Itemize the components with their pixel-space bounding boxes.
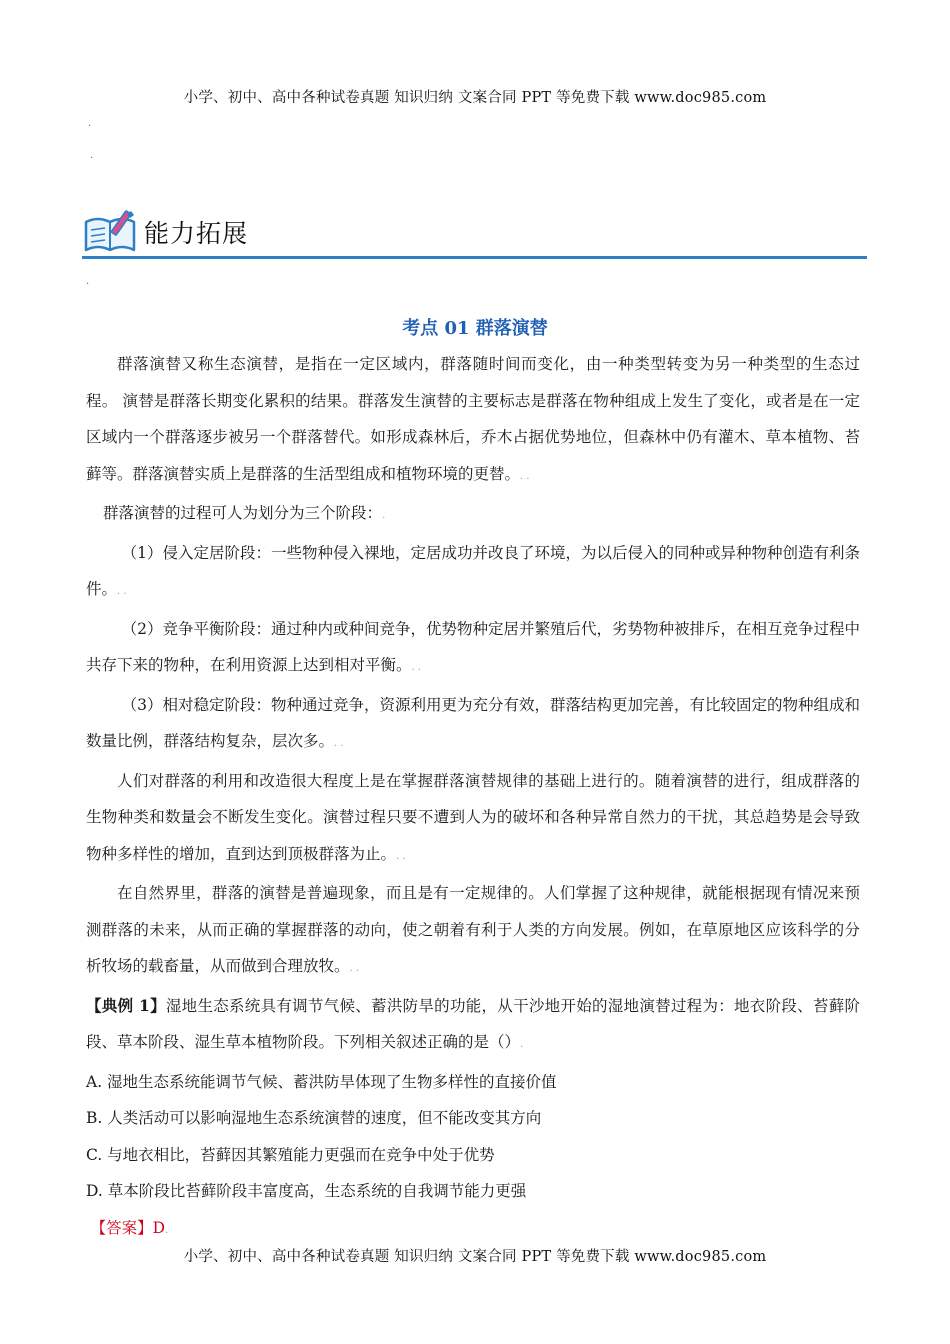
section-title: 能力拓展 xyxy=(144,219,249,248)
option-b: B. 人类活动可以影响湿地生态系统演替的速度，但不能改变其方向 xyxy=(86,1109,542,1127)
answer-label: 【答案】 xyxy=(90,1218,153,1237)
paragraph: （1）侵入定居阶段：一些物种侵入裸地，定居成功并改良了环境，为以后侵入的同种或异种物种创造有利条件。. . xyxy=(86,543,861,598)
example-label: 【典例 1】 xyxy=(86,995,166,1015)
paragraph: （2）竞争平衡阶段：通过种内或种间竞争，优势物种定居并繁殖后代，劣势物种被排斥，在相互竞争过程中共存下来的物种，在利用资源上达到相对平衡。. . xyxy=(86,619,861,674)
section-header xyxy=(82,206,867,258)
answer-line: 【答案】D. xyxy=(90,1218,169,1237)
example-question: 【典例 1】湿地生态系统具有调节气候、蓄洪防旱的功能，从干沙地开始的湿地演替过程为：地衣阶段、苔藓阶段、草本阶段、湿生草本植物阶段。下列相关叙述正确的是（）. xyxy=(86,995,860,1051)
paragraph: 群落演替的过程可人为划分为三个阶段：. xyxy=(103,504,386,522)
book-pen-icon xyxy=(82,208,138,260)
header-banner: 小学、初中、高中各种试卷真题 知识归纳 文案合同 PPT 等免费下载 www.doc985.com xyxy=(183,90,767,106)
paragraph: 在自然界里，群落的演替是普遍现象，而且是有一定规律的。人们掌握了这种规律，就能根据现有情况来预测群落的未来，从而正确的掌握群落的动向，使之朝着有利于人类的方向发展。例如，在草原地区应该科学的分析牧场的载畜量，从而做到合理放牧。. . xyxy=(86,884,860,975)
paragraph: 人们对群落的利用和改造很大程度上是在掌握群落演替规律的基础上进行的。随着演替的进行，组成群落的生物种类和数量会不断发生变化。演替过程只要不遭到人为的破坏和各种异常自然力的干扰，其总趋势是会导致物种多样性的增加，直到达到顶极群落为止。. . xyxy=(86,771,860,863)
option-a: A. 湿地生态系统能调节气候、蓄洪防旱体现了生物多样性的直接价值 xyxy=(86,1072,557,1091)
paragraph-mark: . xyxy=(86,276,90,287)
option-d: D. 草本阶段比苔藓阶段丰富度高，生态系统的自我调节能力更强 xyxy=(86,1182,527,1200)
paragraph: 群落演替又称生态演替，是指在一定区域内，群落随时间而变化，由一种类型转变为另一种类型的生态过程。 演替是群落长期变化累积的结果。群落发生演替的主要标志是群落在物种组成上发生了变化，或者是在一定区域内一个群落逐步被另一个群落替代。如形成森林后，乔木占据优势地位，但森林中仍有灌木、草本植物、苔藓等。群落演替实质上是群落的生活型组成和植物环境的更替。. . xyxy=(86,355,860,483)
option-c: C. 与地衣相比，苔藓因其繁殖能力更强而在竞争中处于优势 xyxy=(86,1145,495,1164)
answer-value: D xyxy=(152,1218,166,1237)
section-divider xyxy=(82,256,867,259)
footer-banner: 小学、初中、高中各种试卷真题 知识归纳 文案合同 PPT 等免费下载 www.doc985.com xyxy=(183,1249,767,1265)
paragraph-mark: . xyxy=(90,150,94,161)
topic-title: 考点 01 群落演替 xyxy=(402,318,548,339)
example-stem: 湿地生态系统具有调节气候、蓄洪防旱的功能，从干沙地开始的湿地演替过程为：地衣阶段、苔藓阶段、草本阶段、湿生草本植物阶段。下列相关叙述正确的是（） xyxy=(86,996,860,1051)
article-body xyxy=(86,346,860,1249)
paragraph-mark: . xyxy=(88,118,92,129)
paragraph: （3）相对稳定阶段：物种通过竞争，资源利用更为充分有效，群落结构更加完善，有比较固定的物种组成和数量比例，群落结构复杂，层次多。. . xyxy=(86,695,861,750)
